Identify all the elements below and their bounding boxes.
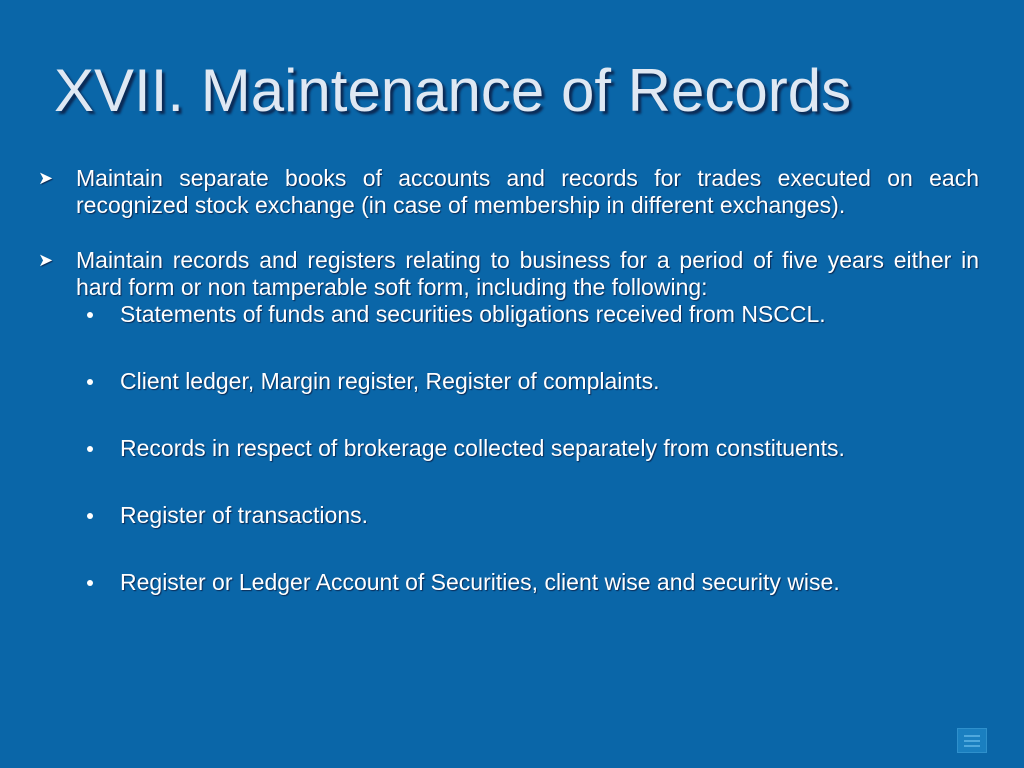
sub-bullet-item bbox=[76, 569, 979, 596]
bullet-text: Maintain separate books of accounts and records for trades executed on each recognized stock exchange (in case of membership in different exchanges). bbox=[76, 165, 979, 218]
dot-bullet-icon bbox=[87, 379, 93, 385]
dot-bullet-icon bbox=[87, 446, 93, 452]
sub-bullet-item bbox=[76, 502, 979, 529]
arrow-bullet-icon: ➤ bbox=[38, 250, 54, 270]
sub-bullet-item bbox=[76, 301, 979, 328]
bullet-text: Maintain records and registers relating to business for a period of five years either in hard form or non tamperable soft form, including the following: bbox=[76, 247, 979, 300]
bullet-item bbox=[36, 165, 979, 219]
sub-bullet-item bbox=[76, 435, 979, 462]
slide-body bbox=[36, 165, 979, 596]
sub-bullet-item bbox=[76, 368, 979, 395]
sub-bullet-text: Records in respect of brokerage collected separately from constituents. bbox=[120, 435, 845, 461]
sub-bullet-text: Register of transactions. bbox=[120, 502, 369, 528]
dot-bullet-icon bbox=[87, 312, 93, 318]
sub-bullet-text: Client ledger, Margin register, Register of complaints. bbox=[120, 368, 660, 394]
dot-bullet-icon bbox=[87, 580, 93, 586]
bullet-item bbox=[36, 247, 979, 596]
sub-bullet-list bbox=[36, 301, 979, 596]
slide-title: XVII. Maintenance of Records bbox=[54, 57, 852, 124]
slide-nav-icon[interactable] bbox=[957, 728, 987, 753]
dot-bullet-icon bbox=[87, 513, 93, 519]
sub-bullet-text: Statements of funds and securities obligations received from NSCCL. bbox=[120, 301, 826, 327]
sub-bullet-text: Register or Ledger Account of Securities, client wise and security wise. bbox=[120, 569, 840, 595]
arrow-bullet-icon: ➤ bbox=[38, 168, 54, 188]
